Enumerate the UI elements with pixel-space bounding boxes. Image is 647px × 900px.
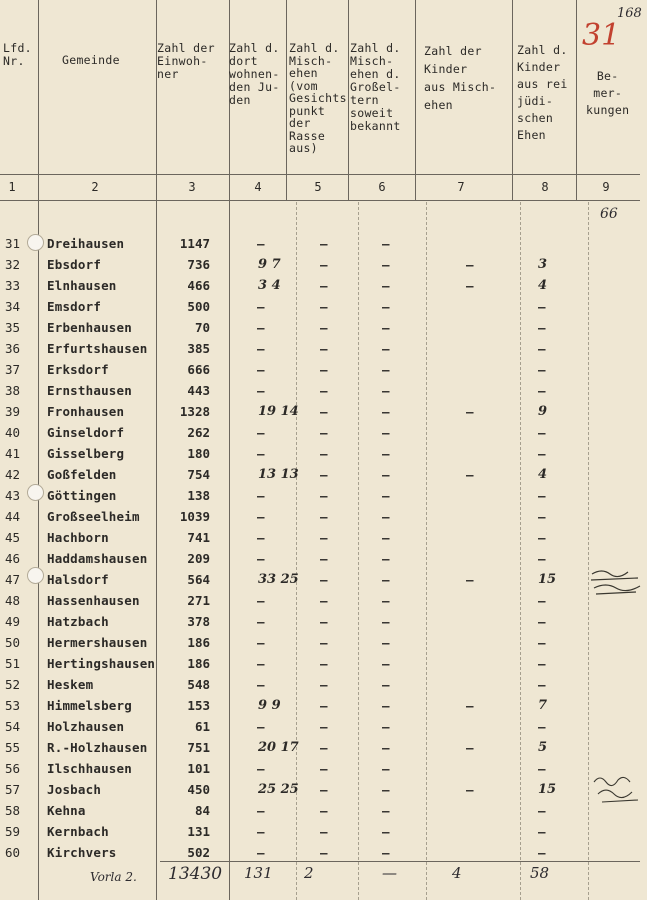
- row-number: 46: [5, 551, 21, 566]
- row-einwohner: 564: [187, 572, 210, 587]
- row-dash-col8: —: [538, 845, 546, 860]
- row-juden: 9 9: [258, 698, 281, 713]
- row-dash-col5: —: [320, 362, 328, 377]
- row-dash-col5: —: [320, 803, 328, 818]
- row-einwohner: 751: [187, 740, 210, 755]
- row-gemeinde: Dreihausen: [47, 236, 125, 251]
- table-row: [0, 380, 647, 401]
- row-dash-col6: —: [382, 425, 390, 440]
- row-einwohner: 466: [187, 278, 210, 293]
- row-dash-col6: —: [382, 803, 390, 818]
- row-dash-col8: —: [538, 719, 546, 734]
- row-number: 52: [5, 677, 21, 692]
- row-gemeinde: Erksdorf: [47, 362, 109, 377]
- header-kinder-mischehen: Zahl der Kinder aus Misch- ehen: [424, 44, 497, 112]
- row-einwohner: 378: [187, 614, 210, 629]
- row-number: 40: [5, 425, 21, 440]
- row-gemeinde: Emsdorf: [47, 299, 102, 314]
- row-kinder-juedisch: 4: [538, 278, 548, 293]
- table-row: [0, 737, 647, 758]
- row-number: 39: [5, 404, 21, 419]
- row-dash-col8: —: [538, 803, 546, 818]
- table-row: [0, 653, 647, 674]
- row-gemeinde: Heskem: [47, 677, 94, 692]
- row-kinder-juedisch: 15: [538, 572, 557, 587]
- row-dash-col5: —: [320, 404, 328, 419]
- header-gemeinde: Gemeinde: [62, 53, 120, 67]
- row-dash-col6: —: [382, 719, 390, 734]
- row-number: 49: [5, 614, 21, 629]
- row-gemeinde: Hermershausen: [47, 635, 148, 650]
- row-gemeinde: Ebsdorf: [47, 257, 102, 272]
- row-kinder-juedisch: 9: [538, 404, 548, 419]
- row-dash-col5: —: [320, 467, 328, 482]
- row-dash-col5: —: [320, 509, 328, 524]
- row-number: 43: [5, 488, 21, 503]
- row-dash-col4: —: [257, 656, 265, 671]
- row-gemeinde: Holzhausen: [47, 719, 125, 734]
- row-dash-col8: —: [538, 425, 546, 440]
- row-einwohner: 500: [187, 299, 210, 314]
- row-dash-col5: —: [320, 383, 328, 398]
- row-dash-col4: —: [257, 719, 265, 734]
- row-number: 37: [5, 362, 21, 377]
- row-einwohner: 548: [187, 677, 210, 692]
- row-einwohner: 666: [187, 362, 210, 377]
- row-dash-col8: —: [538, 446, 546, 461]
- row-einwohner: 741: [187, 530, 210, 545]
- row-dash-col6: —: [382, 530, 390, 545]
- row-dash-col8: —: [538, 656, 546, 671]
- row-dash-col4: —: [257, 341, 265, 356]
- colnum-7: 7: [457, 180, 465, 194]
- row-dash-col4: —: [257, 299, 265, 314]
- row-number: 50: [5, 635, 21, 650]
- row-dash-col6: —: [382, 257, 390, 272]
- table-row: [0, 338, 647, 359]
- table-row: [0, 821, 647, 842]
- row-einwohner: 70: [194, 320, 210, 335]
- table-row: [0, 443, 647, 464]
- row-dash-col5: —: [320, 299, 328, 314]
- row-dash-col6: —: [382, 614, 390, 629]
- row-dash-col6: —: [382, 656, 390, 671]
- row-dash-col6: —: [382, 782, 390, 797]
- row-gemeinde: Großseelheim: [47, 509, 140, 524]
- row-einwohner: 209: [187, 551, 210, 566]
- row-dash-col6: —: [382, 446, 390, 461]
- row-dash-col4: —: [257, 845, 265, 860]
- row-number: 35: [5, 320, 21, 335]
- row-juden: 33 25: [258, 572, 299, 587]
- row-number: 58: [5, 803, 21, 818]
- row-dash-col7: —: [466, 257, 474, 272]
- row-dash-col5: —: [320, 719, 328, 734]
- row-dash-col8: —: [538, 320, 546, 335]
- total-mixed-marriages: 2: [304, 864, 314, 882]
- table-row: [0, 485, 647, 506]
- row-gemeinde: Haddamshausen: [47, 551, 148, 566]
- row-dash-col6: —: [382, 635, 390, 650]
- row-gemeinde: Erfurtshausen: [47, 341, 148, 356]
- row-dash-col5: —: [320, 614, 328, 629]
- row-dash-col8: —: [538, 530, 546, 545]
- row-number: 32: [5, 257, 21, 272]
- row-dash-col5: —: [320, 761, 328, 776]
- row-dash-col5: —: [320, 320, 328, 335]
- row-gemeinde: Hachborn: [47, 530, 109, 545]
- table-row: [0, 401, 647, 422]
- table-row: [0, 254, 647, 275]
- row-dash-col4: —: [257, 488, 265, 503]
- row-number: 34: [5, 299, 21, 314]
- row-dash-col4: —: [257, 383, 265, 398]
- header-lfd-nr: Lfd. Nr.: [3, 41, 32, 68]
- row-einwohner: 101: [187, 761, 210, 776]
- rule-v4: [286, 0, 287, 200]
- row-einwohner: 262: [187, 425, 210, 440]
- table-row: [0, 695, 647, 716]
- rule-h2: [0, 200, 640, 201]
- row-dash-col6: —: [382, 299, 390, 314]
- table-row: [0, 422, 647, 443]
- row-gemeinde: Ernsthausen: [47, 383, 132, 398]
- header-kinder-juedisch: Zahl d. Kinder aus rei jüdi- schen Ehen: [517, 43, 568, 142]
- row-dash-col5: —: [320, 677, 328, 692]
- row-number: 51: [5, 656, 21, 671]
- row-juden: 13 13: [258, 467, 299, 482]
- row-gemeinde: Hertingshausen: [47, 656, 156, 671]
- row-dash-col4: —: [257, 635, 265, 650]
- row-dash-col4: —: [257, 236, 265, 251]
- row-einwohner: 1328: [179, 404, 210, 419]
- row-einwohner: 385: [187, 341, 210, 356]
- row-dash-col5: —: [320, 530, 328, 545]
- row-number: 45: [5, 530, 21, 545]
- row-dash-col6: —: [382, 761, 390, 776]
- row-dash-col8: —: [538, 614, 546, 629]
- table-row: [0, 359, 647, 380]
- remark-scribble-halsdorf: [588, 566, 644, 600]
- table-row: [0, 233, 647, 254]
- row-number: 41: [5, 446, 21, 461]
- row-gemeinde: Hassenhausen: [47, 593, 140, 608]
- row-dash-col6: —: [382, 404, 390, 419]
- row-dash-col5: —: [320, 488, 328, 503]
- row-dash-col6: —: [382, 551, 390, 566]
- row-dash-col7: —: [466, 404, 474, 419]
- row-gemeinde: Ginseldorf: [47, 425, 125, 440]
- row-gemeinde: R.-Holzhausen: [47, 740, 148, 755]
- row-gemeinde: Kernbach: [47, 824, 109, 839]
- row-einwohner: 736: [187, 257, 210, 272]
- row-einwohner: 84: [194, 803, 210, 818]
- rule-v8: [576, 0, 577, 200]
- row-juden: 19 14: [258, 404, 299, 419]
- row-number: 42: [5, 467, 21, 482]
- row-dash-col5: —: [320, 656, 328, 671]
- row-dash-col8: —: [538, 488, 546, 503]
- total-children-mixed: 4: [452, 864, 462, 882]
- row-einwohner: 186: [187, 656, 210, 671]
- colnum-4: 4: [254, 180, 262, 194]
- page-number-top: 168: [617, 6, 642, 21]
- header-bemerkungen: Be- mer- kungen: [586, 69, 630, 117]
- table-row: [0, 464, 647, 485]
- row-dash-col5: —: [320, 593, 328, 608]
- row-number: 54: [5, 719, 21, 734]
- header-mischehen-grosseltern: Zahl d. Misch- ehen d. Großel- tern soweit bekannt: [350, 41, 401, 133]
- rule-h1: [0, 174, 640, 175]
- row-dash-col8: —: [538, 677, 546, 692]
- row-dash-col6: —: [382, 824, 390, 839]
- row-gemeinde: Josbach: [47, 782, 102, 797]
- row-number: 47: [5, 572, 21, 587]
- row-dash-col6: —: [382, 278, 390, 293]
- row-gemeinde: Goßfelden: [47, 467, 117, 482]
- row-dash-col4: —: [257, 362, 265, 377]
- row-einwohner: 502: [187, 845, 210, 860]
- row-kinder-juedisch: 3: [538, 257, 548, 272]
- rule-v7: [512, 0, 513, 200]
- row-juden: 9 7: [258, 257, 281, 272]
- table-row: [0, 674, 647, 695]
- row-number: 57: [5, 782, 21, 797]
- row-dash-col5: —: [320, 551, 328, 566]
- row-kinder-juedisch: 7: [538, 698, 548, 713]
- row-dash-col4: —: [257, 551, 265, 566]
- row-dash-col5: —: [320, 698, 328, 713]
- row-kinder-juedisch: 4: [538, 467, 548, 482]
- row-dash-col5: —: [320, 635, 328, 650]
- row-dash-col6: —: [382, 467, 390, 482]
- row-dash-col6: —: [382, 509, 390, 524]
- colnum-1: 1: [8, 180, 16, 194]
- row-dash-col4: —: [257, 446, 265, 461]
- row-dash-col8: —: [538, 362, 546, 377]
- row-number: 48: [5, 593, 21, 608]
- row-dash-col6: —: [382, 341, 390, 356]
- row-einwohner: 271: [187, 593, 210, 608]
- row-dash-col5: —: [320, 845, 328, 860]
- row-einwohner: 443: [187, 383, 210, 398]
- row-number: 53: [5, 698, 21, 713]
- row-dash-col4: —: [257, 593, 265, 608]
- row-dash-col5: —: [320, 278, 328, 293]
- row-juden: 20 17: [258, 740, 299, 755]
- row-dash-col4: —: [257, 803, 265, 818]
- row-dash-col5: —: [320, 341, 328, 356]
- total-children-jewish: 58: [530, 864, 550, 882]
- row-dash-col6: —: [382, 572, 390, 587]
- table-row: [0, 506, 647, 527]
- row-dash-col7: —: [466, 698, 474, 713]
- row-dash-col7: —: [466, 740, 474, 755]
- row-dash-col8: —: [538, 341, 546, 356]
- row-dash-col6: —: [382, 320, 390, 335]
- table-row: [0, 842, 647, 863]
- row-number: 36: [5, 341, 21, 356]
- row-dash-col6: —: [382, 698, 390, 713]
- row-dash-col6: —: [382, 845, 390, 860]
- row-juden: 3 4: [258, 278, 281, 293]
- row-dash-col4: —: [257, 677, 265, 692]
- colnum-6: 6: [378, 180, 386, 194]
- row-dash-col7: —: [466, 782, 474, 797]
- row-einwohner: 153: [187, 698, 210, 713]
- table-row: [0, 590, 647, 611]
- colnum-5: 5: [314, 180, 322, 194]
- row-dash-col7: —: [466, 572, 474, 587]
- row-dash-col8: —: [538, 383, 546, 398]
- header-einwohner: Zahl der Einwoh- ner: [157, 41, 215, 81]
- row-kinder-juedisch: 15: [538, 782, 557, 797]
- rule-v5: [348, 0, 349, 200]
- row-dash-col4: —: [257, 614, 265, 629]
- row-dash-col8: —: [538, 635, 546, 650]
- row-gemeinde: Erbenhausen: [47, 320, 132, 335]
- row-number: 56: [5, 761, 21, 776]
- row-number: 31: [5, 236, 21, 251]
- row-dash-col8: —: [538, 509, 546, 524]
- carry-note: Vorla 2.: [90, 870, 137, 884]
- row-einwohner: 138: [187, 488, 210, 503]
- table-row: [0, 527, 647, 548]
- row-einwohner: 186: [187, 635, 210, 650]
- row-dash-col6: —: [382, 383, 390, 398]
- row-number: 59: [5, 824, 21, 839]
- row-gemeinde: Gisselberg: [47, 446, 125, 461]
- row-dash-col6: —: [382, 236, 390, 251]
- table-row: [0, 317, 647, 338]
- colnum-3: 3: [188, 180, 196, 194]
- row-gemeinde: Göttingen: [47, 488, 117, 503]
- table-row: [0, 632, 647, 653]
- row-dash-col4: —: [257, 824, 265, 839]
- row-juden: 25 25: [258, 782, 299, 797]
- row-einwohner: 131: [187, 824, 210, 839]
- table-row: [0, 758, 647, 779]
- rule-v6: [415, 0, 416, 200]
- row-dash-col5: —: [320, 425, 328, 440]
- table-row: [0, 611, 647, 632]
- table-row: [0, 800, 647, 821]
- row-dash-col5: —: [320, 782, 328, 797]
- table-row: [0, 569, 647, 590]
- row-dash-col8: —: [538, 299, 546, 314]
- row-gemeinde: Kirchvers: [47, 845, 117, 860]
- table-row: [0, 275, 647, 296]
- row-dash-col6: —: [382, 362, 390, 377]
- row-dash-col5: —: [320, 572, 328, 587]
- total-population: 13430: [168, 864, 223, 884]
- row-dash-col5: —: [320, 824, 328, 839]
- page-number-sub: 66: [600, 206, 618, 222]
- row-number: 44: [5, 509, 21, 524]
- red-page-number: 31: [582, 18, 621, 53]
- row-dash-col6: —: [382, 593, 390, 608]
- row-gemeinde: Elnhausen: [47, 278, 117, 293]
- row-gemeinde: Himmelsberg: [47, 698, 132, 713]
- row-gemeinde: Kehna: [47, 803, 86, 818]
- table-row: [0, 779, 647, 800]
- row-number: 33: [5, 278, 21, 293]
- total-jews: 131: [244, 864, 273, 882]
- row-dash-col4: —: [257, 425, 265, 440]
- table-row: [0, 548, 647, 569]
- row-dash-col5: —: [320, 236, 328, 251]
- row-einwohner: 450: [187, 782, 210, 797]
- row-dash-col4: —: [257, 509, 265, 524]
- remark-scribble-josbach: [588, 772, 644, 808]
- row-dash-col5: —: [320, 740, 328, 755]
- colnum-2: 2: [91, 180, 99, 194]
- row-dash-col4: —: [257, 530, 265, 545]
- row-dash-col6: —: [382, 488, 390, 503]
- row-gemeinde: Fronhausen: [47, 404, 125, 419]
- row-einwohner: 1147: [179, 236, 210, 251]
- row-dash-col8: —: [538, 551, 546, 566]
- row-gemeinde: Ilschhausen: [47, 761, 132, 776]
- row-dash-col5: —: [320, 257, 328, 272]
- row-number: 55: [5, 740, 21, 755]
- total-grandparents: —: [382, 864, 397, 882]
- row-gemeinde: Halsdorf: [47, 572, 109, 587]
- table-row: [0, 716, 647, 737]
- row-dash-col4: —: [257, 761, 265, 776]
- row-dash-col8: —: [538, 593, 546, 608]
- row-dash-col8: —: [538, 824, 546, 839]
- row-dash-col6: —: [382, 740, 390, 755]
- row-dash-col5: —: [320, 446, 328, 461]
- row-gemeinde: Hatzbach: [47, 614, 109, 629]
- row-dash-col7: —: [466, 278, 474, 293]
- row-dash-col7: —: [466, 467, 474, 482]
- table-row: [0, 296, 647, 317]
- row-einwohner: 61: [194, 719, 210, 734]
- row-einwohner: 1039: [179, 509, 210, 524]
- header-mischehen: Zahl d. Misch- ehen (vom Gesichts punkt der Rasse aus): [289, 41, 347, 155]
- row-dash-col8: —: [538, 761, 546, 776]
- colnum-8: 8: [541, 180, 549, 194]
- row-dash-col4: —: [257, 320, 265, 335]
- row-number: 60: [5, 845, 21, 860]
- row-dash-col6: —: [382, 677, 390, 692]
- header-juden: Zahl d. dort wohnen- den Ju- den: [229, 41, 280, 107]
- row-einwohner: 180: [187, 446, 210, 461]
- row-number: 38: [5, 383, 21, 398]
- row-einwohner: 754: [187, 467, 210, 482]
- colnum-9: 9: [602, 180, 610, 194]
- row-kinder-juedisch: 5: [538, 740, 548, 755]
